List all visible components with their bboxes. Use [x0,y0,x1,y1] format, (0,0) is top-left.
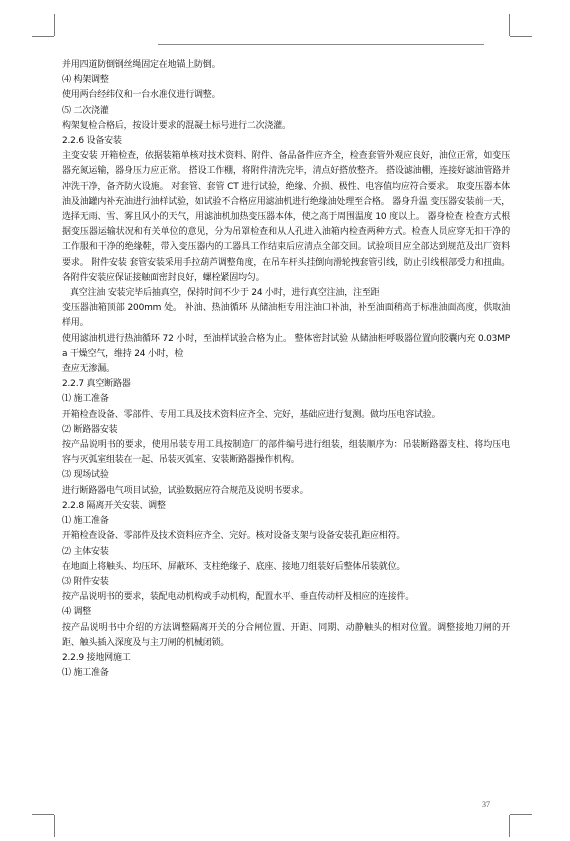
subheading: ⑴ 施工准备 [62,516,109,527]
section-heading: 2.2.6 设备安装 [62,136,122,147]
paragraph: 使用滤油机进行热油循环 72 小时，至油样试验合格为止。 整体密封试验 从储油柜呼吸器位置向胶囊内充 0.03MPa 干燥空气，维持 24 小时，检 [62,333,510,359]
crop-mark-bottom-left-v [54,815,55,837]
crop-mark-top-right-h [510,36,532,37]
subheading: ⑸ 二次浇灌 [62,105,109,116]
paragraph: 按产品说明书的要求，使用吊装专用工具按制造厂的部件编号进行组装，组装顺序为：吊装断路器支柱、将均压电容与灭弧室组装在一起、吊装灭弧室、安装断路器操作机构。 [62,440,510,466]
crop-mark-top-right-v [509,14,510,36]
subheading: ⑷ 构架调整 [62,75,109,86]
crop-mark-bottom-right-v [509,815,510,837]
page-body [62,58,510,681]
subheading: ⑵ 主体安装 [62,546,109,557]
subheading: ⑴ 施工准备 [62,394,109,405]
paragraph: 并用四道防倒钢丝绳固定在地锚上防倒。 [62,60,221,70]
page-number: 37 [482,800,490,809]
crop-mark-top-left-h [32,36,54,37]
paragraph: 在地面上将触头、均压环、屏蔽环、支柱绝缘子、底座、接地刀组装好后整体吊装就位。 [62,561,406,572]
subheading: ⑷ 调整 [62,607,92,618]
paragraph: 进行断路器电气项目试验，试验数据应符合规范及说明书要求。 [62,485,309,496]
subheading: ⑶ 现场试验 [62,470,109,481]
paragraph: 使用两台经纬仪和一台水准仪进行调整。 [62,90,221,101]
paragraph: 查应无渗漏。 [62,364,115,375]
subheading: ⑶ 附件安装 [62,576,109,587]
section-heading: 2.2.8 隔离开关安装、调整 [62,500,166,511]
paragraph: 按产品说明书的要求，装配电动机构或手动机构，配置水平、垂直传动杆及相应的连接件。 [62,592,415,603]
subheading: ⑴ 施工准备 [62,668,109,679]
subheading: ⑵ 断路器安装 [62,424,118,435]
paragraph: 真空注油 安装完毕后抽真空，保持时间不少于 24 小时，进行真空注油，注至距 [70,288,380,299]
paragraph: 按产品说明书中介绍的方法调整隔离开关的分合闸位置、开距、同期、动静触头的相对位置。调整接地刀闸的开距、触头插入深度及与主刀闸的机械闭锁。 [62,622,510,648]
paragraph: 开箱检查设备、零部件、专用工具及技术资料应齐全、完好，基础应进行复测。做均压电容试验。 [62,409,441,420]
section-heading: 2.2.7 真空断路器 [62,379,131,390]
paragraph: 开箱检查设备、零部件及技术资料应齐全、完好。核对设备支架与设备安装孔距应相符。 [62,531,406,542]
paragraph: 主变安装 开箱检查，依据装箱单核对技术资料、附件、备品备件应齐全，检查套管外观应良好，油位正常，如变压器充氮运输，器身压力应正常。 搭设工作棚，将附件清洗完毕，清点好搭放整齐。 搭设滤油棚，连接好滤油管路并冲洗干净，备齐防火设施。 对套管、套管 CT 进行试验，绝缘、介损、极性、电容值均应符合要求。 取变压器本体油及油罐内补充油进行油样试验，如试验不合格应用滤油机进行绝缘油处理至合格。 器身升温 变压器安装前一天，选择无雨、雪、雾且风小的天气，用滤油机加热变压器本体，使之高于周围温度 10 度以上。 器身检查 检查方式根据变压器运输状况和有关单位的意见，分为吊罩检查和从人孔进入油箱内检查两种方式。检查人员应穿无扣干净的工作服和干净的绝缘鞋，带入变压器内的工器具工作结束后应清点全部交回。试验项目应全部达到规范及出厂资料要求。 附件安装 套管安装采用手拉葫芦调整角度，在吊车杆头挂倒向滑轮拽套管引线，防止引线根部受力和扭曲。各附件安装应保证接触面密封良好，螺栓紧固均匀。 [62,151,510,283]
header-divider [158,44,484,45]
paragraph: 构架复检合格后，按设计要求的混凝土标号进行二次浇灌。 [62,120,291,131]
section-heading: 2.2.9 接地网施工 [62,652,131,663]
crop-mark-bottom-right-h [510,814,532,815]
paragraph: 变压器油箱顶部 200mm 处。 补油、热油循环 从储油柜专用注油口补油，补至油面稍高于标准油面高度，供取油样用。 [62,303,510,329]
crop-mark-top-left-v [54,14,55,36]
crop-mark-bottom-left-h [32,814,54,815]
